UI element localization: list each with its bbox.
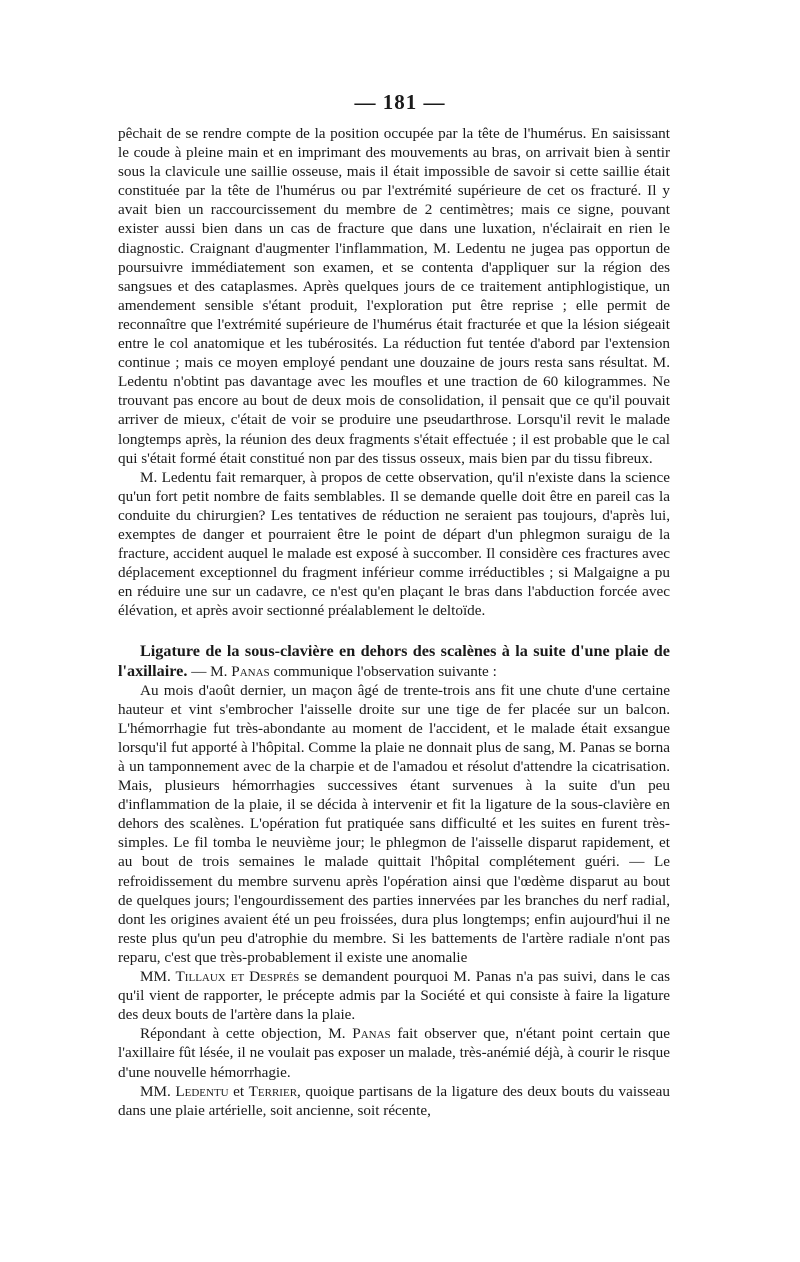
names-tillaux-despres: MM. Tillaux et Després (140, 968, 300, 986)
mm-prefix: MM. (140, 1082, 176, 1100)
text-column (118, 124, 670, 1120)
paragraph-ledentu-terrier (118, 1082, 670, 1120)
name-joiner: et (228, 1082, 249, 1100)
reply-text-start: Répondant à cette objection, M. (140, 1025, 353, 1043)
name-terrier: Terrier (248, 1082, 298, 1100)
section-ligature-intro (118, 642, 670, 680)
intro-rest: communique l'observation suivante : (269, 662, 497, 680)
paragraph-ledentu-terrier-text: , quoique partisans de la ligature des deux bouts du vaisseau dans une plaie artérielle, soit ancienne, soit récente, (118, 1082, 670, 1119)
reply-name-panas: Panas (352, 1025, 391, 1043)
name-ledentu: Ledentu (175, 1082, 229, 1100)
paragraph-fracture-case: pêchait de se rendre compte de la position occupée par la tête de l'humérus. En saisissant le coude à pleine main et en imprimant des mouvements au bras, on arrivait bien à sentir sous la clavicule une saillie osseuse, mais il était impossible de savoir si cette saillie était constituée par la tête de l'humérus ou par l'extrémité supérieure de cet os fracturé. Il y avait bien un raccourcissement du membre de 2 centimètres; mais ce signe, pouvant exister aussi bien dans un cas de fracture que dans une luxation, n'éclairait en rien le diagnostic. Craignant d'augmenter l'inflammation, M. Ledentu ne jugea pas opportun de poursuivre immédiatement son examen, et se contenta d'appliquer sur la région des sangsues et des cataplasmes. Après quelques jours de ce traitement antiphlogistique, un amendement sensible s'étant produit, l'exploration put être reprise ; elle permit de reconnaître que l'extrémité supérieure de l'humérus était fracturée et que la lésion siégeait entre le col anatomique et les tubérosités. La réduction fut tentée d'abord par l'extension continue ; mais ce moyen employé pendant une douzaine de jours resta sans résultat. M. Ledentu n'obtint pas davantage avec les moufles et une traction de 60 kilogrammes. Ne trouvant pas encore au bout de deux mois de consolidation, il pensait que ce qu'il pouvait arriver de mieux, c'était de voir se produire une pseudarthrose. Lorsqu'il revit le malade longtemps après, la réunion des deux fragments s'était effectuée ; il est probable que le cal qui s'était formé était constitué non par des tissus osseux, mais bien par du tissu fibreux. (118, 125, 670, 467)
author-name-panas: Panas (231, 662, 270, 680)
paragraph-tillaux-despres-text: se demandent pourquoi M. Panas n'a pas suivi, dans le cas qu'il vient de rapporter, le précepte admis par la Société et qui consiste à faire la ligature des deux bouts de l'artère dans la plaie. (118, 968, 670, 1024)
reply-text-end: fait observer que, n'étant point certain que l'axillaire fût lésée, il ne voulait pas exposer un malade, très-anémié déjà, à courir le risque d'une nouvelle hémorrhagie. (118, 1025, 670, 1081)
paragraph-tillaux-despres (118, 967, 670, 1024)
paragraph-ledentu-remarks: M. Ledentu fait remarquer, à propos de cette observation, qu'il n'existe dans la science qu'un fort petit nombre de faits semblables. Il se demande quelle doit être en pareil cas la conduite du chirurgien? Les tentatives de réduction ne seraient pas toujours, d'après lui, exemptes de danger et pourraient être le point de départ d'un phlegmon suraigu de la fracture, accident auquel le malade est exposé à succomber. Il considère ces fractures avec déplacement exceptionnel du fragment inférieur comme irréductibles ; si Malgaigne a pu en réduire une sur un cadavre, ce n'est qu'en plaçant le bras dans l'abduction forcée avec élévation, et après avoir sectionné préalablement le deltoïde. (118, 468, 670, 620)
paragraph-case-report: Au mois d'août dernier, un maçon âgé de trente-trois ans fit une chute d'une certaine hauteur et vint s'embrocher l'aisselle droite sur une tige de fer placée sur un balcon. L'hémorrhagie fut très-abondante au moment de l'accident, et le malade était exsangue lorsqu'il fut apporté à l'hôpital. Comme la plaie ne donnait plus de sang, M. Panas se borna à un tamponnement avec de la charpie et de l'amadou et résolut d'attendre la cicatrisation. Mais, plusieurs hémorrhagies successives étant survenues à la suite d'un peu d'inflammation de la plaie, il se décida à intervenir et fit la ligature de la sous-clavière en dehors des scalènes. L'opération fut pratiquée sans difficulté et les suites en furent très-simples. Le fil tomba le neuvième jour; le phlegmon de l'aisselle disparut rapidement, et au bout de trois semaines le malade quittait l'hôpital complétement guéri. — Le refroidissement du membre survenu après l'opération ainsi que l'œdème disparut au bout de quelques jours; l'engourdissement des parties innervées par les branches du nerf radial, dont les origines avaient été un peu froissées, dura plus longtemps; enfin aujourd'hui il ne reste plus qu'un peu d'atrophie du membre. Si les battements de l'artère radiale n'ont pas reparu, c'est que très-probablement il existe une anomalie (118, 681, 670, 966)
intro-dash: — M. (187, 662, 232, 680)
page-number: — 181 — (354, 90, 446, 114)
paragraph-panas-reply (118, 1024, 670, 1081)
section-heading: Ligature de la sous-clavière en dehors des scalènes à la suite d'une plaie de l'axillaire. (118, 642, 670, 680)
